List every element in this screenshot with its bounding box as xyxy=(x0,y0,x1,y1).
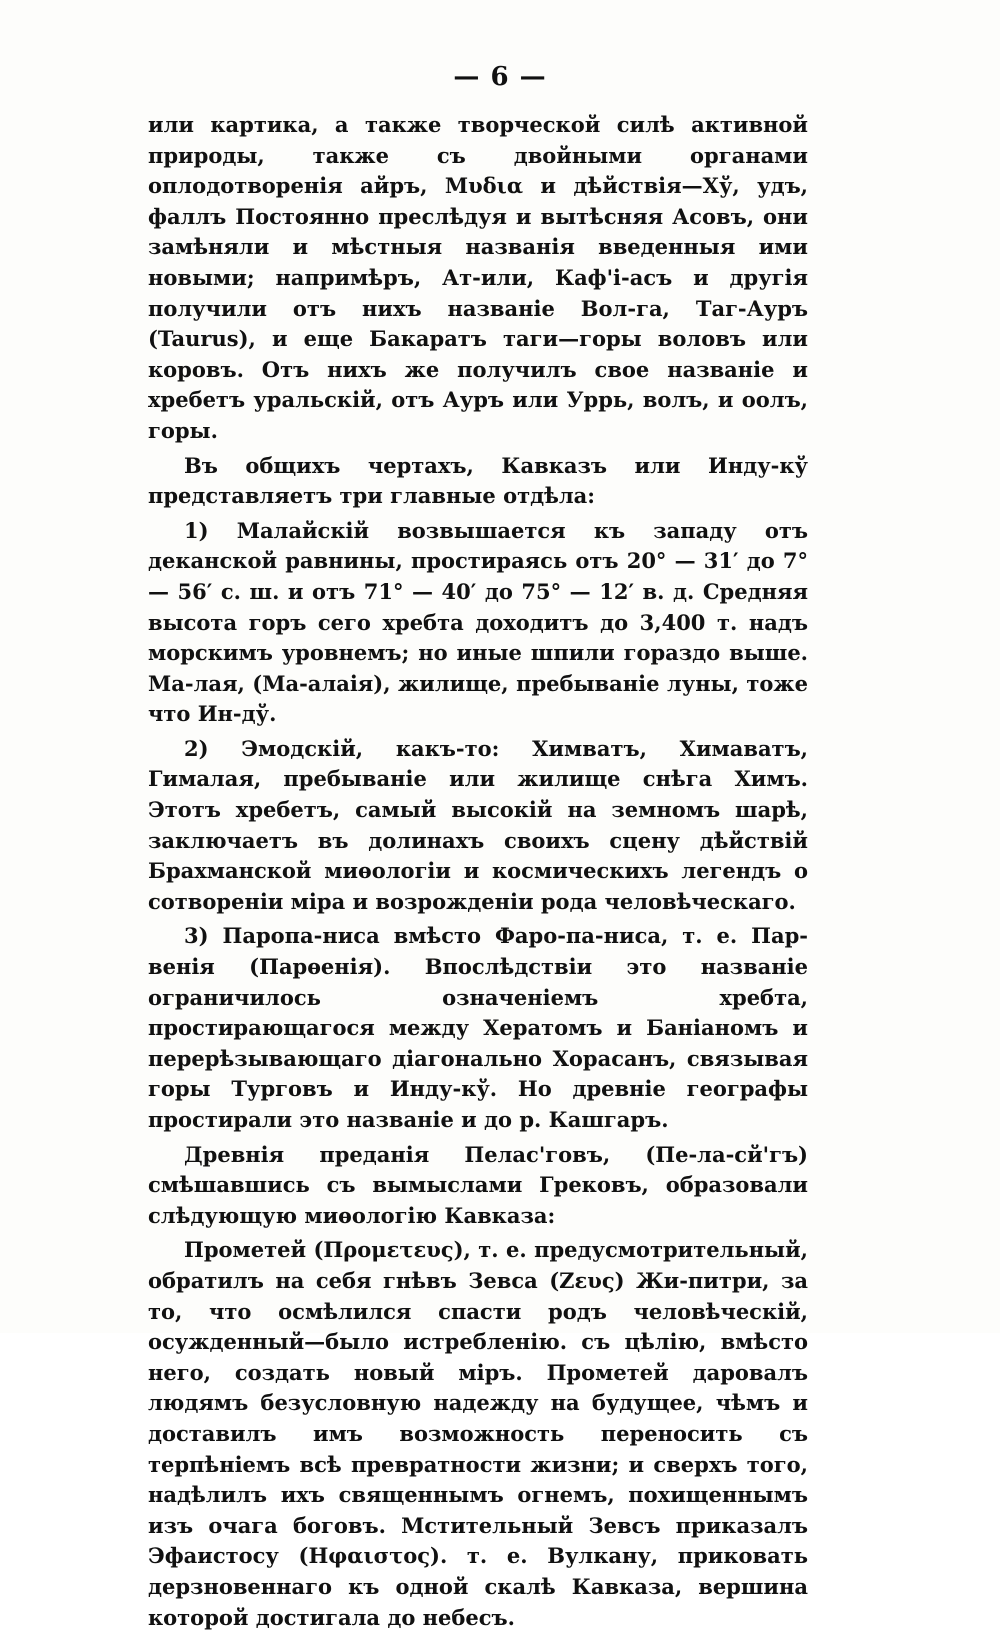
paragraph: Въ общихъ чертахъ, Кавказъ или Инду-кў представляетъ три главные отдѣла: xyxy=(148,452,808,509)
paragraph: 3) Паропа-ниса вмѣсто Фаро-па-ниса, т. е. Пар-венія (Парѳенія). Впослѣдствіи это названіе ограничилось означеніемъ хребта, простирающагося между Хератомъ и Баніаномъ и перерѣзывающаго діагонально Хорасанъ, связывая горы Турговъ и Инду-кў. Но древніе географы простирали это названіе и до р. Кашгаръ. xyxy=(148,923,808,1132)
paragraph: 2) Эмодскій, какъ-то: Химватъ, Химаватъ, Гималая, пребываніе или жилище снѣга Химъ. Этотъ хребетъ, самый высокій на земномъ шарѣ, заключаетъ въ долинахъ своихъ сцену дѣйствій Брахманской миѳологіи и космическихъ легендъ о сотвореніи міра и возрожденіи рода человѣческаго. xyxy=(148,735,808,914)
paragraph: Прометей (Προμετευς), т. е. предусмотрительный, обратилъ на себя гнѣвъ Зевса (Ζευς) Жи-питри, за то, что осмѣлился спасти родъ человѣческій, осужденный—было истребленію. съ цѣлію, вмѣсто него, создать новый міръ. Прометей даровалъ людямъ безусловную надежду на будущее, чѣмъ и доставилъ имъ возможность переносить съ терпѣніемъ всѣ превратности жизни; и сверхъ того, надѣлилъ ихъ священнымъ огнемъ, похищеннымъ изъ очага боговъ. Мстительный Зевсъ приказалъ Эфаистосу (Ηφαιστος). т. е. Вулкану, приковать дерзновеннаго къ одной скалѣ Кавказа, вершина которой достигала до небесъ. xyxy=(148,1237,808,1630)
page-number: — 6 — xyxy=(453,62,547,92)
paragraph: Древнія преданія Пелас'говъ, (Пе-ла-сй'гъ) смѣшавшись съ вымыслами Грековъ, образовали слѣдующую миѳологію Кавказа: xyxy=(148,1141,808,1228)
paragraph: или картика, а также творческой силѣ активной природы, также съ двойными органами оплодотворенія айръ, Mυδια и дѣйствія—Хў, удъ, фаллъ Постоянно преслѣдуя и вытѣсняя Асовъ, они замѣняли и мѣстныя названія введенныя ими новыми; напримѣръ, Ат-или, Каф'i-асъ и другія получили отъ нихъ названіе Вол-га, Таг-Ауръ (Taurus), и еще Бакаратъ таги—горы воловъ или коровъ. Отъ нихъ же получилъ свое названіе и хребетъ уральскій, отъ Ауръ или Уррь, волъ, и оолъ, горы. xyxy=(148,112,808,443)
body-text xyxy=(148,110,808,1637)
paragraph: 1) Малайскій возвышается къ западу отъ деканской равнины, простираясь отъ 20° — 31′ до 7° — 56′ с. ш. и отъ 71° — 40′ до 75° — 12′ в. д. Средняя высота горъ сего хребта доходитъ до 3,400 т. надъ морскимъ уровнемъ; но иные шпили гораздо выше. Ма-лая, (Ма-алаія), жилище, пребываніе луны, тоже что Ин-дў. xyxy=(148,517,808,727)
